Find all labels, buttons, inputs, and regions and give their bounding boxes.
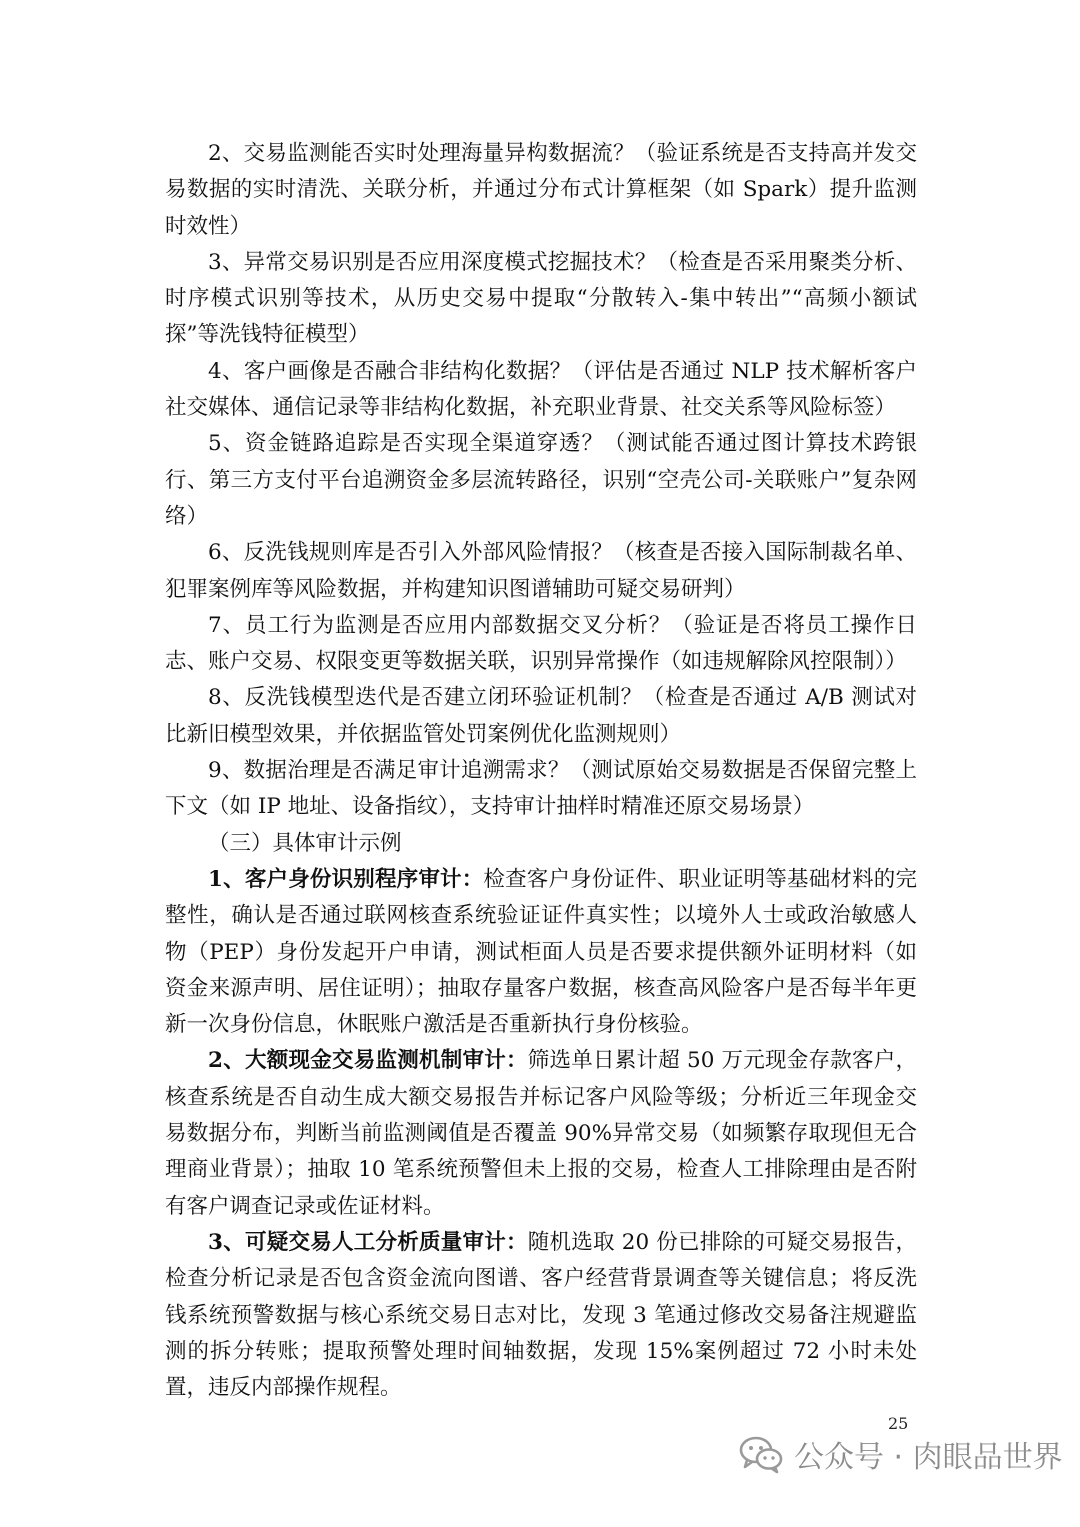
watermark-text: 公众号 · 肉眼品世界 bbox=[794, 1440, 1063, 1475]
audit-example-2-title: 2、大额现金交易监测机制审计： bbox=[208, 1048, 528, 1074]
section-heading: （三）具体审计示例 bbox=[208, 830, 402, 856]
document-body bbox=[165, 136, 917, 1406]
watermark bbox=[738, 1430, 1063, 1478]
audit-example-3-text: 随机选取 20 份已排除的可疑交易报告，检查分析记录是否包含资金流向图谱、客户经营背景调查等关键信息；将反洗钱系统预警数据与核心系统交易日志对比，发现 3 笔通过修改交易备注规避监测的拆分转账；提取预警处理时间轴数据，发现 15%案例超过 72 小时未处置，违反内部操作规程。 bbox=[165, 1229, 917, 1401]
audit-example-1 bbox=[165, 862, 917, 1043]
question-paragraph-9: 9、数据治理是否满足审计追溯需求？（测试原始交易数据是否保留完整上下文（如 IP 地址、设备指纹），支持审计抽样时精准还原交易场景） bbox=[165, 758, 917, 820]
question-paragraph-8: 8、反洗钱模型迭代是否建立闭环验证机制？（检查是否通过 A/B 测试对比新旧模型效果，并依据监管处罚案例优化监测规则） bbox=[165, 685, 917, 747]
question-paragraph-7: 7、员工行为监测是否应用内部数据交叉分析？（验证是否将员工操作日志、账户交易、权限变更等数据关联，识别异常操作（如违规解除风控限制）） bbox=[165, 612, 917, 675]
audit-example-1-text: 检查客户身份证件、职业证明等基础材料的完整性，确认是否通过联网核查系统验证证件真实性；以境外人士或政治敏感人物（PEP）身份发起开户申请，测试柜面人员是否要求提供额外证明材料（如资金来源声明、居住证明）；抽取存量客户数据，核查高风险客户是否每半年更新一次身份信息，休眠账户激活是否重新执行身份核验。 bbox=[165, 866, 917, 1038]
audit-example-2-text: 筛选单日累计超 50 万元现金存款客户，核查系统是否自动生成大额交易报告并标记客户风险等级；分析近三年现金交易数据分布，判断当前监测阈值是否覆盖 90%异常交易（如频繁存取现但无合理商业背景）；抽取 10 笔系统预警但未上报的交易，检查人工排除理由是否附有客户调查记录或佐证材料。 bbox=[165, 1048, 917, 1219]
question-paragraph-6: 6、反洗钱规则库是否引入外部风险情报？（核查是否接入国际制裁名单、犯罪案例库等风险数据，并构建知识图谱辅助可疑交易研判） bbox=[165, 540, 917, 602]
question-paragraph-3: 3、异常交易识别是否应用深度模式挖掘技术？（检查是否采用聚类分析、时序模式识别等技术，从历史交易中提取“分散转入-集中转出”“高频小额试探”等洗钱特征模型） bbox=[165, 249, 917, 348]
question-paragraph-4: 4、客户画像是否融合非结构化数据？（评估是否通过 NLP 技术解析客户社交媒体、通信记录等非结构化数据，补充职业背景、社交关系等风险标签） bbox=[165, 358, 917, 421]
audit-example-3-title: 3、可疑交易人工分析质量审计： bbox=[208, 1229, 528, 1255]
question-paragraph-5: 5、资金链路追踪是否实现全渠道穿透？（测试能否通过图计算技术跨银行、第三方支付平台追溯资金多层流转路径，识别“空壳公司-关联账户”复杂网络） bbox=[165, 431, 917, 529]
audit-example-3 bbox=[165, 1225, 917, 1406]
audit-example-2 bbox=[165, 1043, 917, 1224]
question-paragraph-2: 2、交易监测能否实时处理海量异构数据流？（验证系统是否支持高并发交易数据的实时清洗、关联分析，并通过分布式计算框架（如 Spark）提升监测时效性） bbox=[165, 141, 917, 239]
page-number: 25 bbox=[888, 1414, 909, 1433]
audit-example-1-title: 1、客户身份识别程序审计： bbox=[208, 866, 484, 892]
wechat-icon bbox=[738, 1434, 784, 1474]
